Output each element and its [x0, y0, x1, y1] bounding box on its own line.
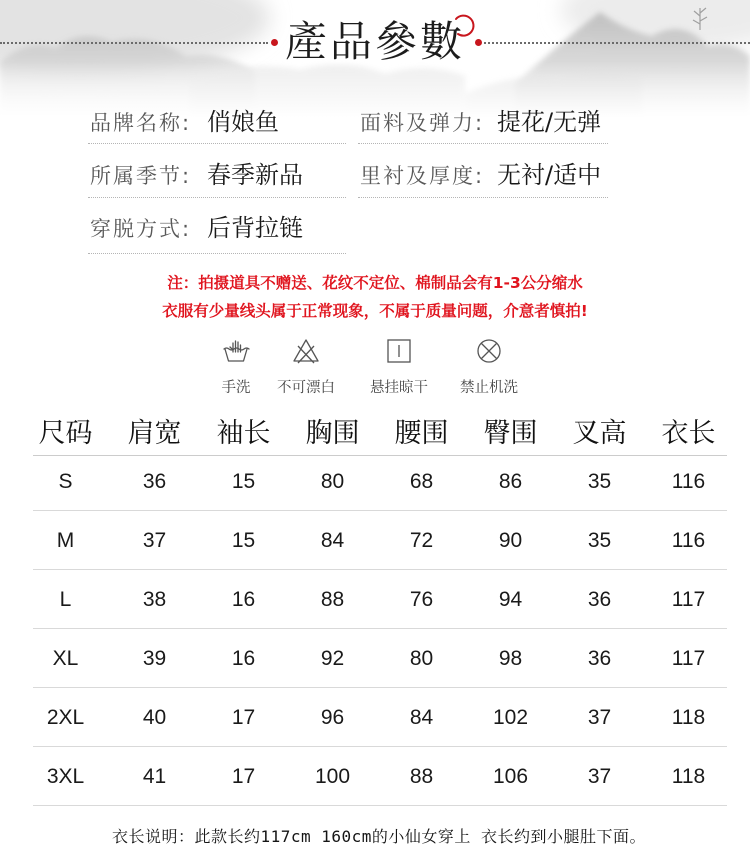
- garment-length-cell: 118: [671, 705, 706, 729]
- header-size: 尺码: [38, 418, 93, 449]
- hip-cell: 106: [492, 764, 529, 788]
- line-dry-icon: [384, 336, 414, 366]
- garment-length-cell: 117: [671, 587, 706, 611]
- sleeve-length-cell: 15: [231, 469, 256, 493]
- hip-cell: 94: [498, 587, 523, 611]
- hand-wash-icon: [221, 336, 251, 366]
- care-label: 禁止机洗: [460, 380, 518, 396]
- title-dotted-rule-right: [484, 42, 750, 44]
- size-cell: L: [59, 587, 72, 611]
- notice-line-2: 衣服有少量线头属于正常现象，不属于质量问题，介意者慎拍!: [162, 302, 588, 320]
- table-row: [21, 511, 733, 570]
- slit-height-cell: 36: [587, 646, 612, 670]
- hip-cell: 86: [498, 469, 523, 493]
- waist-cell: 84: [409, 705, 434, 729]
- size-cell: 3XL: [46, 764, 85, 788]
- header-hip: 臀围: [483, 418, 538, 449]
- bust-cell: 100: [314, 764, 351, 788]
- care-label: 手洗: [221, 380, 251, 396]
- table-row: [21, 570, 733, 629]
- sleeve-length-cell: 16: [231, 587, 256, 611]
- care-no-machine-wash: [447, 336, 531, 398]
- bust-cell: 84: [320, 528, 345, 552]
- waist-cell: 72: [409, 528, 434, 552]
- header-slit-height: 叉高: [572, 418, 627, 449]
- shoulder-width-cell: 41: [142, 764, 167, 788]
- shoulder-width-cell: 39: [142, 646, 167, 670]
- no-bleach-icon: [291, 336, 321, 366]
- info-label: 所属季节:: [90, 164, 192, 188]
- length-note: 衣长说明：此款长约117cm 160cm的小仙女穿上 衣长约到小腿肚下面。: [111, 827, 647, 846]
- size-table-header: [21, 414, 733, 454]
- info-brand: [90, 106, 279, 138]
- bust-cell: 92: [320, 646, 345, 670]
- info-lining: [360, 159, 601, 191]
- info-label: 品牌名称:: [90, 111, 192, 135]
- garment-length-cell: 116: [671, 528, 706, 552]
- size-cell: S: [58, 469, 73, 493]
- care-no-bleach: [264, 336, 348, 398]
- info-label: 面料及弹力:: [360, 111, 485, 135]
- shoulder-width-cell: 38: [142, 587, 167, 611]
- shoulder-width-cell: 36: [142, 469, 167, 493]
- sleeve-length-cell: 16: [231, 646, 256, 670]
- bust-cell: 88: [320, 587, 345, 611]
- info-value: 俏娘鱼: [207, 108, 279, 136]
- slit-height-cell: 36: [587, 587, 612, 611]
- info-label: 里衬及厚度:: [360, 164, 485, 188]
- info-value: 春季新品: [207, 161, 303, 189]
- sleeve-length-cell: 17: [231, 705, 256, 729]
- waist-cell: 68: [409, 469, 434, 493]
- info-value: 提花/无弹: [497, 108, 602, 136]
- notice-line-1: 注：拍摄道具不赠送、花纹不定位、棉制品会有1-3公分缩水: [167, 274, 583, 292]
- shoulder-width-cell: 40: [142, 705, 167, 729]
- garment-length-cell: 117: [671, 646, 706, 670]
- table-row: [21, 629, 733, 688]
- header-sleeve-length: 袖长: [216, 418, 271, 449]
- info-divider: [88, 197, 346, 198]
- slit-height-cell: 37: [587, 705, 612, 729]
- header-garment-length: 衣长: [661, 418, 716, 449]
- table-row: [21, 688, 733, 747]
- sleeve-length-cell: 15: [231, 528, 256, 552]
- info-value: 后背拉链: [207, 214, 303, 242]
- garment-length-cell: 118: [671, 764, 706, 788]
- slit-height-cell: 35: [587, 469, 612, 493]
- care-line-dry: [357, 336, 441, 398]
- slit-height-cell: 37: [587, 764, 612, 788]
- info-season: [90, 159, 303, 191]
- care-label: 悬挂晾干: [370, 380, 428, 396]
- red-seal-ring-icon: [450, 11, 480, 39]
- size-cell: XL: [52, 646, 79, 670]
- shoulder-width-cell: 37: [142, 528, 167, 552]
- info-value: 无衬/适中: [497, 161, 602, 189]
- size-cell: 2XL: [46, 705, 85, 729]
- table-row: [21, 747, 733, 806]
- slit-height-cell: 35: [587, 528, 612, 552]
- page-title: 產品參數: [284, 17, 465, 66]
- header-bust: 胸围: [305, 418, 360, 449]
- sleeve-length-cell: 17: [231, 764, 256, 788]
- info-fabric: [360, 106, 601, 138]
- waist-cell: 88: [409, 764, 434, 788]
- hip-cell: 98: [498, 646, 523, 670]
- hip-cell: 102: [492, 705, 529, 729]
- waist-cell: 76: [409, 587, 434, 611]
- header-shoulder-width: 肩宽: [127, 418, 182, 449]
- garment-length-cell: 116: [671, 469, 706, 493]
- bust-cell: 96: [320, 705, 345, 729]
- info-divider: [358, 143, 608, 144]
- bust-cell: 80: [320, 469, 345, 493]
- no-machine-wash-icon: [474, 336, 504, 366]
- size-cell: M: [56, 528, 75, 552]
- table-row: [21, 452, 733, 511]
- info-closure: [90, 212, 303, 244]
- info-divider: [88, 253, 346, 254]
- title-red-dot-right: [475, 39, 482, 46]
- care-label: 不可漂白: [277, 380, 335, 396]
- info-divider: [358, 197, 608, 198]
- hip-cell: 90: [498, 528, 523, 552]
- header-waist: 腰围: [394, 418, 449, 449]
- info-label: 穿脱方式:: [90, 217, 192, 241]
- info-divider: [88, 143, 346, 144]
- waist-cell: 80: [409, 646, 434, 670]
